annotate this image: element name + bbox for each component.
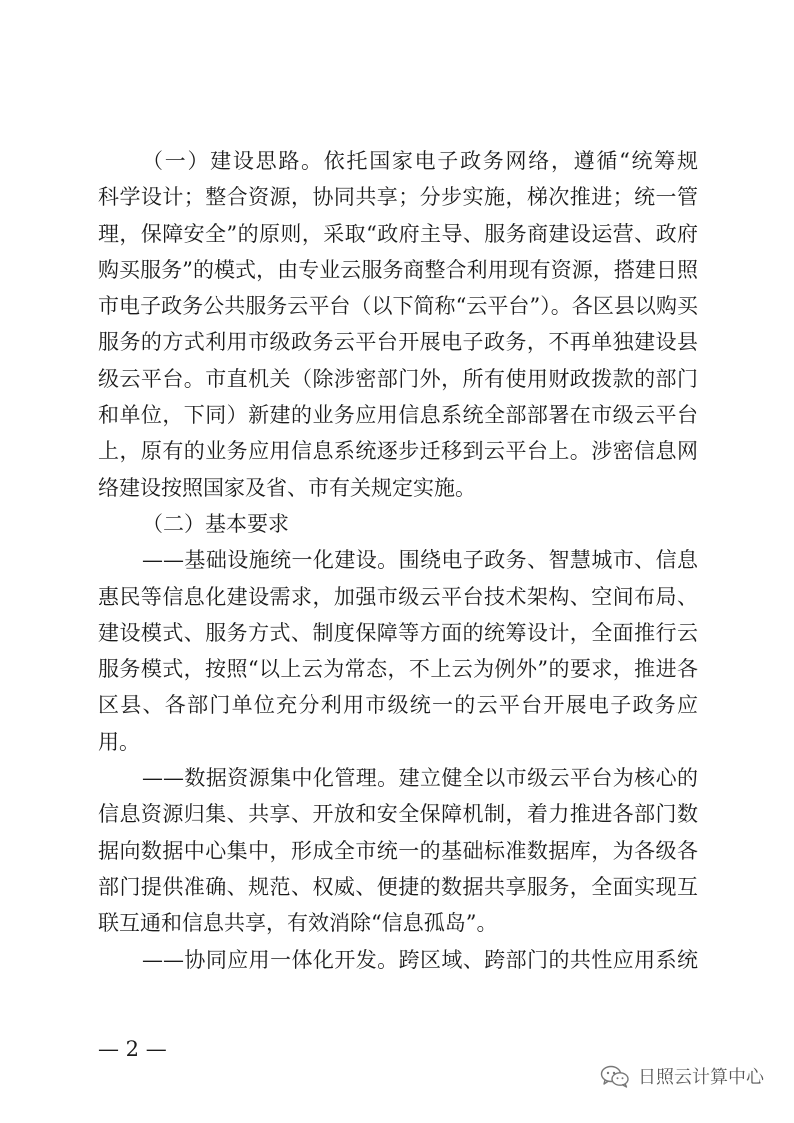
text-line: 上，原有的业务应用信息系统逐步迁移到云平台上。涉密信息网 bbox=[98, 439, 698, 464]
text-line: 部门提供准确、规范、权威、便捷的数据共享服务，全面实现互 bbox=[98, 874, 698, 899]
document-body bbox=[98, 143, 698, 978]
text-line: 区县、各部门单位充分利用市级统一的云平台开展电子政务应 bbox=[98, 693, 698, 718]
text-line: 信息资源归集、共享、开放和安全保障机制，着力推进各部门数 bbox=[98, 802, 698, 827]
watermark-label: 日照云计算中心 bbox=[638, 1067, 764, 1088]
text-line: 理，保障安全”的原则，采取“政府主导、服务商建设运营、政府 bbox=[98, 221, 698, 246]
text-line: 服务模式，按照“以上云为常态，不上云为例外”的要求，推进各 bbox=[98, 657, 698, 682]
text-line: 服务的方式利用市级政务云平台开展电子政务，不再单独建设县 bbox=[98, 330, 698, 355]
text-line: ——数据资源集中化管理。建立健全以市级云平台为核心的 bbox=[142, 766, 698, 791]
text-line: 购买服务”的模式，由专业云服务商整合利用现有资源，搭建日照 bbox=[98, 257, 698, 282]
watermark bbox=[600, 1062, 764, 1090]
text-line: 用。 bbox=[98, 729, 140, 754]
text-line: 络建设按照国家及省、市有关规定实施。 bbox=[98, 475, 476, 500]
text-line: 建设模式、服务方式、制度保障等方面的统筹设计，全面推行云 bbox=[98, 620, 698, 645]
text-line: 市电子政务公共服务云平台（以下简称“云平台”）。各区县以购买 bbox=[98, 294, 698, 319]
text-line: ——协同应用一体化开发。跨区域、跨部门的共性应用系统 bbox=[142, 947, 698, 972]
text-line: ——基础设施统一化建设。围绕电子政务、智慧城市、信息 bbox=[142, 548, 698, 573]
text-line: 联互通和信息共享，有效消除“信息孤岛”。 bbox=[98, 911, 498, 936]
text-line: 和单位，下同）新建的业务应用信息系统全部部署在市级云平台 bbox=[98, 403, 698, 428]
text-line: 科学设计；整合资源，协同共享；分步实施，梯次推进；统一管 bbox=[98, 185, 698, 210]
text-line: （二）基本要求 bbox=[142, 511, 289, 536]
page-number: — 2 — bbox=[98, 1037, 167, 1061]
text-line: （一）建设思路。依托国家电子政务网络，遵循“统筹规 bbox=[142, 149, 698, 173]
wechat-icon bbox=[600, 1064, 630, 1088]
text-line: 据向数据中心集中，形成全市统一的基础标准数据库，为各级各 bbox=[98, 838, 698, 863]
text-line: 级云平台。市直机关（除涉密部门外，所有使用财政拨款的部门 bbox=[98, 366, 698, 391]
text-line: 惠民等信息化建设需求，加强市级云平台技术架构、空间布局、 bbox=[98, 584, 698, 609]
